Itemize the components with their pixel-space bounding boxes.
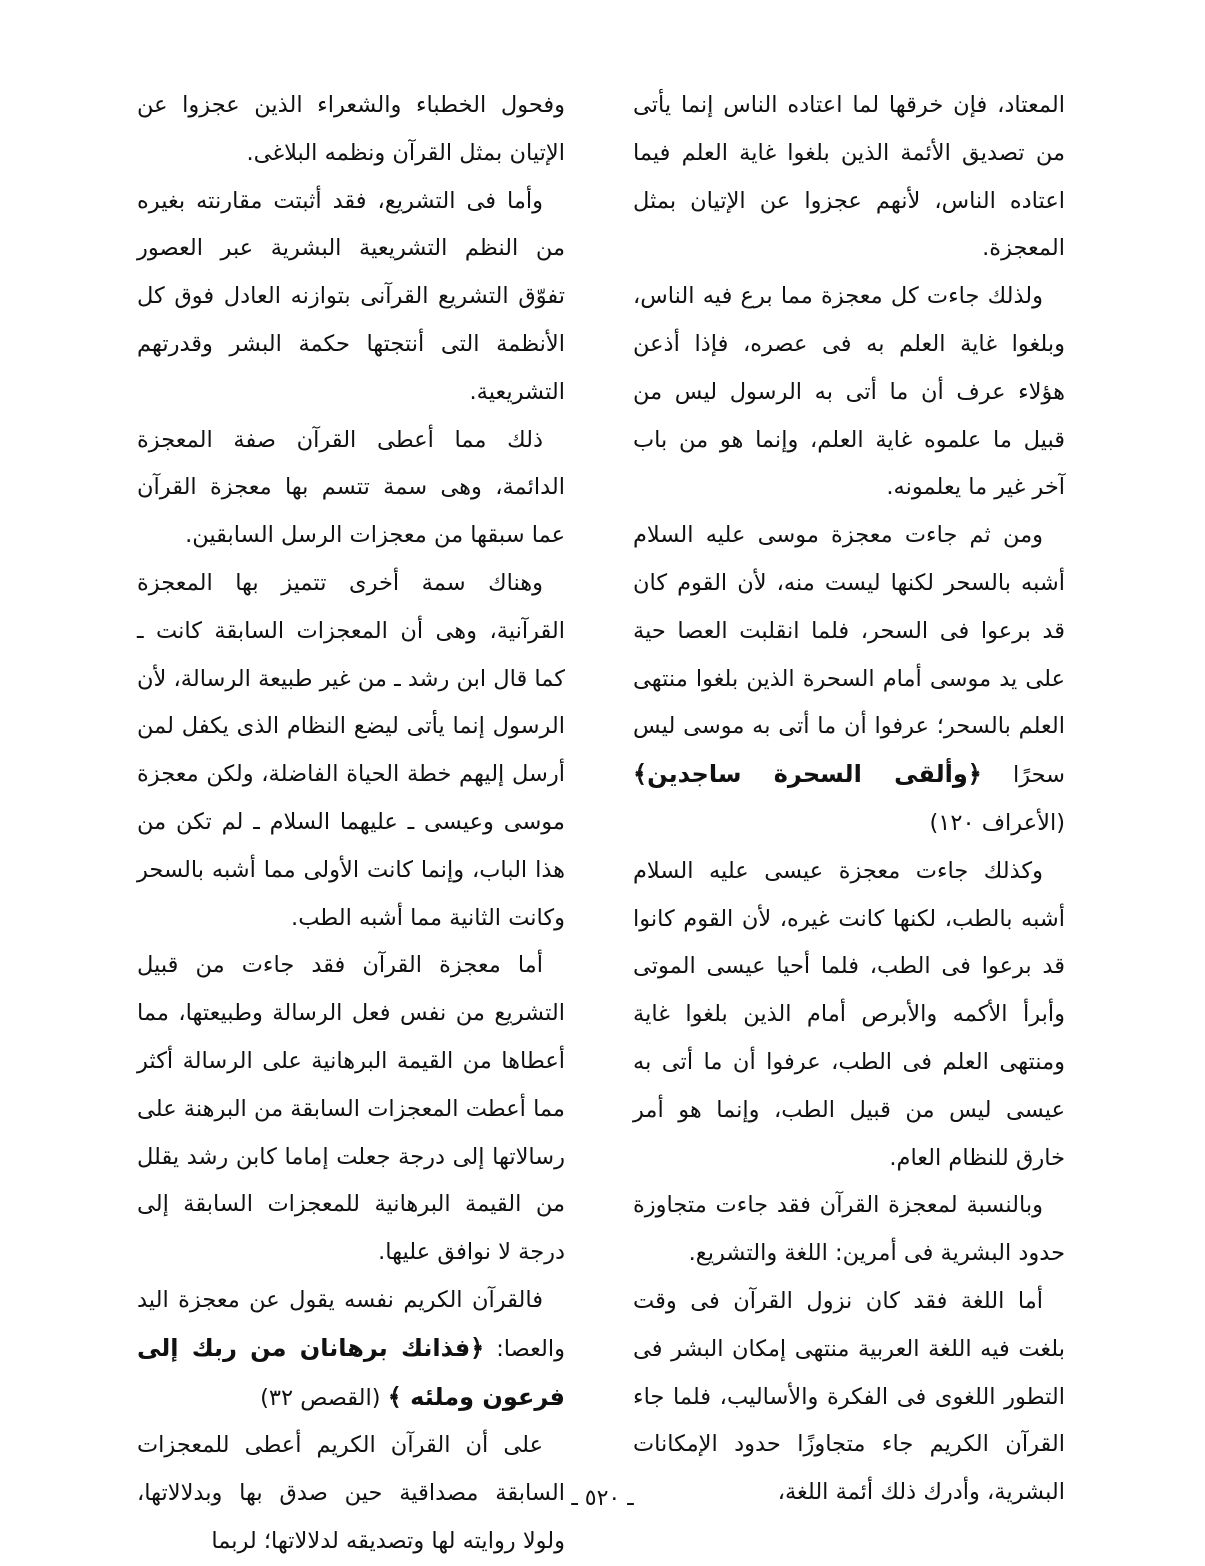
paragraph: فالقرآن الكريم نفسه يقول عن معجزة اليد والعصا: ﴿فذانك برهانان من ربك إلى فرعون وملئه ﴾ (القصص ٣٢) xyxy=(137,1286,565,1411)
paragraph: وهناك سمة أخرى تتميز بها المعجزة القرآنية، وهى أن المعجزات السابقة كانت ـ كما قال ابن رشد ـ من غير طبيعة الرسالة، لأن الرسول إنما يأتى ليضع النظام الذى يكفل لمن أرسل إليهم خطة الحياة الفاضلة، ولكن معجزة موسى وعيسى ـ عليهما السلام ـ لم تكن من هذا الباب، وإنما كانت الأولى مما أشبه بالسحر وكانت الثانية مما أشبه الطب. xyxy=(137,569,565,931)
paragraph: ذلك مما أعطى القرآن صفة المعجزة الدائمة، وهى سمة تتسم بها معجزة القرآن عما سبقها من معجزات الرسل السابقين. xyxy=(137,426,565,549)
paragraph: ولذلك جاءت كل معجزة مما برع فيه الناس، وبلغوا غاية العلم به فى عصره، فإذا أذعن هؤلاء عرف أن ما أتى به الرسول ليس من قبيل ما علموه غاية العلم، وإنما هو من باب آخر غير ما يعلمونه. xyxy=(633,283,1065,501)
paragraph: المعتاد، فإن خرقها لما اعتاده الناس إنما يأتى من تصديق الأئمة الذين بلغوا غاية العلم فيما اعتاده الناس، لأنهم عجزوا عن الإتيان بمثل المعجزة. xyxy=(633,92,1065,262)
verse-citation: (القصص ٣٢) xyxy=(260,1384,381,1411)
paragraph: على أن القرآن الكريم أعطى للمعجزات السابقة مصداقية حين صدق بها وبدلالاتها، ولولا روايته لها وتصديقه لدلالاتها؛ لربما xyxy=(137,1432,565,1554)
paragraph: ومن ثم جاءت معجزة موسى عليه السلام أشبه بالسحر لكنها ليست منه، لأن القوم كان قد برعوا فى السحر، فلما انقلبت العصا حية على يد موسى أمام السحرة الذين بلغوا منتهى العلم بالسحر؛ عرفوا أن ما أتى به موسى ليس سحرًا ﴿وألقى السحرة ساجدين﴾ (الأعراف ١٢٠) xyxy=(633,522,1065,836)
quran-verse: ﴿وألقى السحرة ساجدين﴾ xyxy=(633,760,982,789)
paragraph: أما اللغة فقد كان نزول القرآن فى وقت بلغت فيه اللغة العربية منتهى إمكان البشر فى التطور اللغوى فى الفكرة والأساليب، فلما جاء القرآن الكريم جاء متجاوزًا حدود الإمكانات البشرية، وأدرك ذلك أئمة اللغة، xyxy=(633,1287,1065,1506)
paragraph: وأما فى التشريع، فقد أثبتت مقارنته بغيره من النظم التشريعية البشرية عبر العصور تفوّق التشريع القرآنى بتوازنه العادل فوق كل الأنظمة التى أنتجتها حكمة البشر وقدرتهم التشريعية. xyxy=(137,187,565,405)
quran-verse: ﴿فذانك برهانان من ربك إلى فرعون وملئه ﴾ xyxy=(137,1333,565,1411)
paragraph: أما معجزة القرآن فقد جاءت من قبيل التشريع من نفس فعل الرسالة وطبيعتها، مما أعطاها من القيمة البرهانية على الرسالة أكثر مما أعطت المعجزات السابقة من البرهنة على رسالاتها إلى درجة جعلت إماما كابن رشد يقلل من القيمة البرهانية للمعجزات السابقة إلى درجة لا نوافق عليها. xyxy=(137,952,565,1266)
paragraph: وبالنسبة لمعجزة القرآن فقد جاءت متجاوزة حدود البشرية فى أمرين: اللغة والتشريع. xyxy=(633,1192,1065,1267)
paragraph: وكذلك جاءت معجزة عيسى عليه السلام أشبه بالطب، لكنها كانت غيره، لأن القوم كانوا قد برعوا فى الطب، فلما أحيا عيسى الموتى وأبرأ الأكمه والأبرص أمام الذين بلغوا غاية ومنتهى العلم فى الطب، عرفوا أن ما أتى به عيسى ليس من قبيل الطب، وإنما هو أمر خارق للنظام العام. xyxy=(633,857,1065,1171)
right-text-column xyxy=(633,82,1065,1517)
page-number: ـ ٥٢٠ ـ xyxy=(571,1486,634,1511)
paragraph: وفحول الخطباء والشعراء الذين عجزوا عن الإتيان بمثل القرآن ونظمه البلاغى. xyxy=(137,92,565,166)
left-text-column xyxy=(137,82,565,1566)
verse-citation: (الأعراف ١٢٠) xyxy=(929,809,1065,836)
